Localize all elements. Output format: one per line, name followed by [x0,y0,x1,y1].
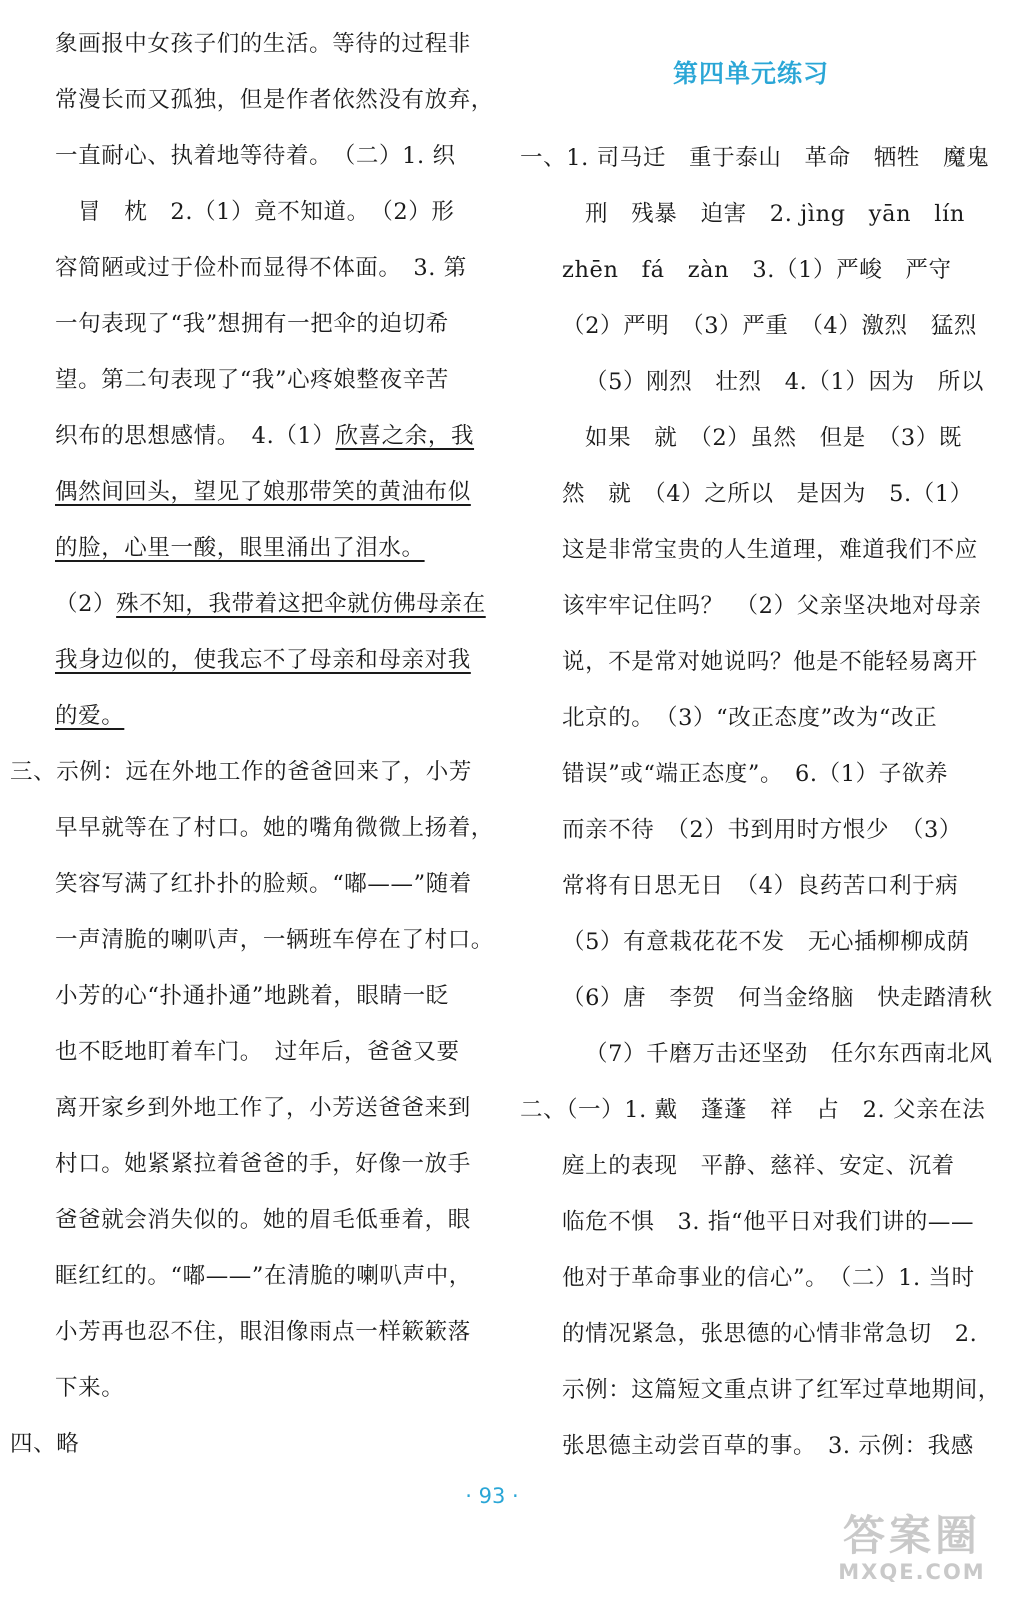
text-line: 常漫长而又孤独，但是作者依然没有放弃， [55,87,494,113]
text-line: 临危不惧 3. 指“他平日对我们讲的—— [562,1209,975,1235]
text-segment: 织布的思想感情。 4.（1） [55,423,336,449]
text-line: 村口。她紧紧拉着爸爸的手，好像一放手 [55,1151,471,1177]
text-line: 离开家乡到外地工作了，小芳送爸爸来到 [55,1095,471,1121]
underlined-answer: 欣喜之余，我 [335,423,475,449]
page-number: · 93 · [465,1484,519,1508]
watermark-text: 答案圈 [842,1511,981,1560]
text-line: 该牢牢记住吗？ （2）父亲坚决地对母亲 [562,593,982,619]
text-line [55,421,474,451]
text-line: （6）唐 李贺 何当金络脑 快走踏清秋 [562,985,993,1011]
text-line: （5）有意栽花花不发 无心插柳柳成荫 [562,929,970,955]
text-segment: （2） [55,591,117,617]
text-line: （5）刚烈 壮烈 4.（1）因为 所以 [585,369,984,395]
text-line: 容简陋或过于俭朴而显得不体面。 3. 第 [55,255,467,281]
text-line: zhēn fá zàn 3.（1）严峻 严守 [562,257,952,283]
text-line: 也不眨地盯着车门。 过年后，爸爸又要 [55,1039,460,1065]
text-line [55,589,486,619]
unit-title: 第四单元练习 [673,59,830,88]
underlined-answer-line: 的爱。 [55,703,125,729]
text-line: 眶红红的。“嘟——”在清脆的喇叭声中， [55,1263,472,1289]
section-heading-line: 三、示例：远在外地工作的爸爸回来了，小芳 [10,759,473,785]
section-heading-line: 四、略 [10,1431,80,1457]
text-line: 小芳的心“扑通扑通”地跳着，眼睛一眨 [55,983,449,1009]
text-line: 一直耐心、执着地等待着。 （二）1. 织 [55,143,456,169]
text-line: 说，不是常对她说吗？他是不能轻易离开 [562,649,978,675]
text-line: 冒 枕 2.（1）竟不知道。 （2）形 [78,199,455,225]
underlined-answer-line: 的脸，心里一酸，眼里涌出了泪水。 [55,535,425,561]
text-line: 庭上的表现 平静、慈祥、安定、沉着 [562,1153,955,1179]
text-line: 的情况紧急，张思德的心情非常急切 2. [562,1321,978,1347]
text-line: 错误”或“端正态度”。 6.（1）子欲养 [562,761,949,787]
underlined-answer-line: 我身边似的，使我忘不了母亲和母亲对我 [55,647,471,673]
text-line: 小芳再也忍不住，眼泪像雨点一样簌簌落 [55,1319,471,1345]
text-line: （2）严明 （3）严重 （4）激烈 猛烈 [562,313,977,339]
text-line: 一声清脆的喇叭声，一辆班车停在了村口。 [55,927,494,953]
text-line: 北京的。 （3）“改正态度”改为“改正 [562,705,938,731]
text-line: 而亲不待 （2）书到用时方恨少 （3） [562,817,963,843]
text-line: （7）千磨万击还坚劲 任尔东西南北风 [585,1041,993,1067]
text-line: 然 就 （4）之所以 是因为 5.（1） [562,481,973,507]
underlined-answer-line: 偶然间回头，望见了娘那带笑的黄油布似 [55,479,471,505]
text-line: 一句表现了“我”想拥有一把伞的迫切希 [55,311,449,337]
text-line: 下来。 [55,1375,125,1401]
text-line: 爸爸就会消失似的。她的眉毛低垂着，眼 [55,1207,471,1233]
text-line: 望。第二句表现了“我”心疼娘整夜辛苦 [55,367,449,393]
text-line: 早早就等在了村口。她的嘴角微微上扬着， [55,815,494,841]
text-line: 刑 残暴 迫害 2. jìng yān lín [585,201,965,227]
text-line: 张思德主动尝百草的事。 3. 示例：我感 [562,1433,974,1459]
text-line: 常将有日思无日 （4）良药苦口利于病 [562,873,959,899]
section-heading-line: 二、（一）1. 戴 蓬蓬 祥 占 2. 父亲在法 [520,1097,986,1123]
text-line: 这是非常宝贵的人生道理，难道我们不应 [562,537,978,563]
watermark-logo [812,1512,1012,1588]
text-line: 示例：这篇短文重点讲了红军过草地期间， [562,1377,1001,1403]
watermark-url: MXQE.COM [838,1560,986,1584]
text-line: 他对于革命事业的信心”。 （二）1. 当时 [562,1265,975,1291]
section-heading-line: 一、1. 司马迁 重于泰山 革命 牺牲 魔鬼 [520,145,990,171]
text-line: 象画报中女孩子们的生活。等待的过程非 [55,31,471,57]
text-line: 如果 就 （2）虽然 但是 （3）既 [585,425,962,451]
text-line: 笑容写满了红扑扑的脸颊。“嘟——”随着 [55,871,472,897]
underlined-answer: 殊不知，我带着这把伞就仿佛母亲在 [116,591,486,617]
